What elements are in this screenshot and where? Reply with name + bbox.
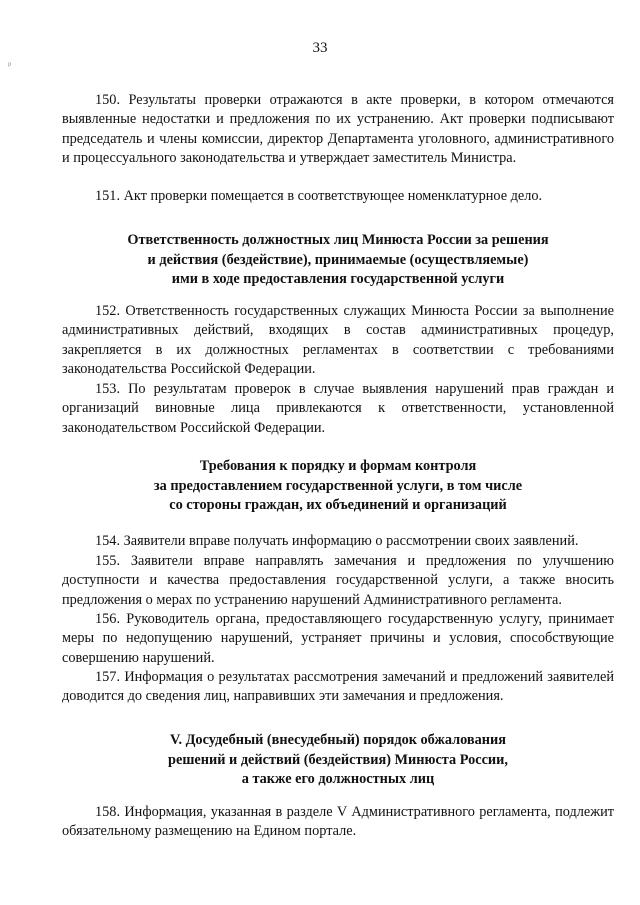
heading-control — [62, 457, 614, 516]
heading-line: со стороны граждан, их объединений и организаций — [169, 497, 507, 514]
heading-line: V. Досудебный (внесудебный) порядок обжалования — [169, 732, 507, 748]
page-number: 33 — [312, 40, 328, 56]
heading-section-5 — [62, 731, 614, 790]
paragraph-151: 151. Акт проверки помещается в соответствующее номенклатурное дело. — [95, 188, 543, 204]
paragraph-153: 153. По результатам проверок в случае выявления нарушений прав граждан и организаций виновные лица привлекаются к ответственности, установленной законодательством Российской Федерации. — [62, 381, 614, 436]
heading-line: за предоставлением государственной услуги, в том числе — [153, 477, 523, 494]
margin-mark: ᵖ — [8, 60, 12, 71]
heading-line: решений и действий (бездействия) Минюста России, — [168, 751, 508, 768]
heading-line: а также его должностных лиц — [241, 771, 435, 788]
paragraph-152: 152. Ответственность государственных служащих Минюста России за выполнение административных действий, входящих в состав административных процедур, закрепляется в их должностных регламентах в соответствии с требованиями законодательства Российской Федерации. — [62, 303, 614, 377]
heading-line: ими в ходе предоставления государственной услуги — [171, 271, 505, 288]
heading-line: Ответственность должностных лиц Минюста России за решения — [127, 232, 549, 248]
paragraph-155: 155. Заявители вправе направлять замечания и предложения по улучшению доступности и качества предоставления государственной услуги, а также вносить предложения о мерах по устранению нарушений Административного регламента. — [62, 553, 614, 608]
heading-responsibility — [62, 231, 614, 290]
paragraph-156: 156. Руководитель органа, предоставляющего государственную услугу, принимает меры по недопущению нарушений, устраняет причины и условия, способствующие совершению нарушений. — [62, 611, 614, 666]
paragraph-154: 154. Заявители вправе получать информацию о рассмотрении своих заявлений. — [95, 533, 579, 549]
paragraph-158: 158. Информация, указанная в разделе V Административного регламента, подлежит обязательному размещению на Едином портале. — [62, 804, 614, 840]
paragraph-150: 150. Результаты проверки отражаются в акте проверки, в котором отмечаются выявленные недостатки и предложения по их устранению. Акт проверки подписывают председатель и члены комиссии, директор Департамента уголовного, административного и процессуального законодательства и утверждает заместитель Министра. — [62, 92, 614, 166]
heading-line: Требования к порядку и формам контроля — [199, 458, 477, 474]
paragraph-157: 157. Информация о результатах рассмотрения замечаний и предложений заявителей доводится до сведения лиц, направивших эти замечания и предложения. — [62, 669, 614, 705]
heading-line: и действия (бездействие), принимаемые (осуществляемые) — [147, 251, 529, 268]
